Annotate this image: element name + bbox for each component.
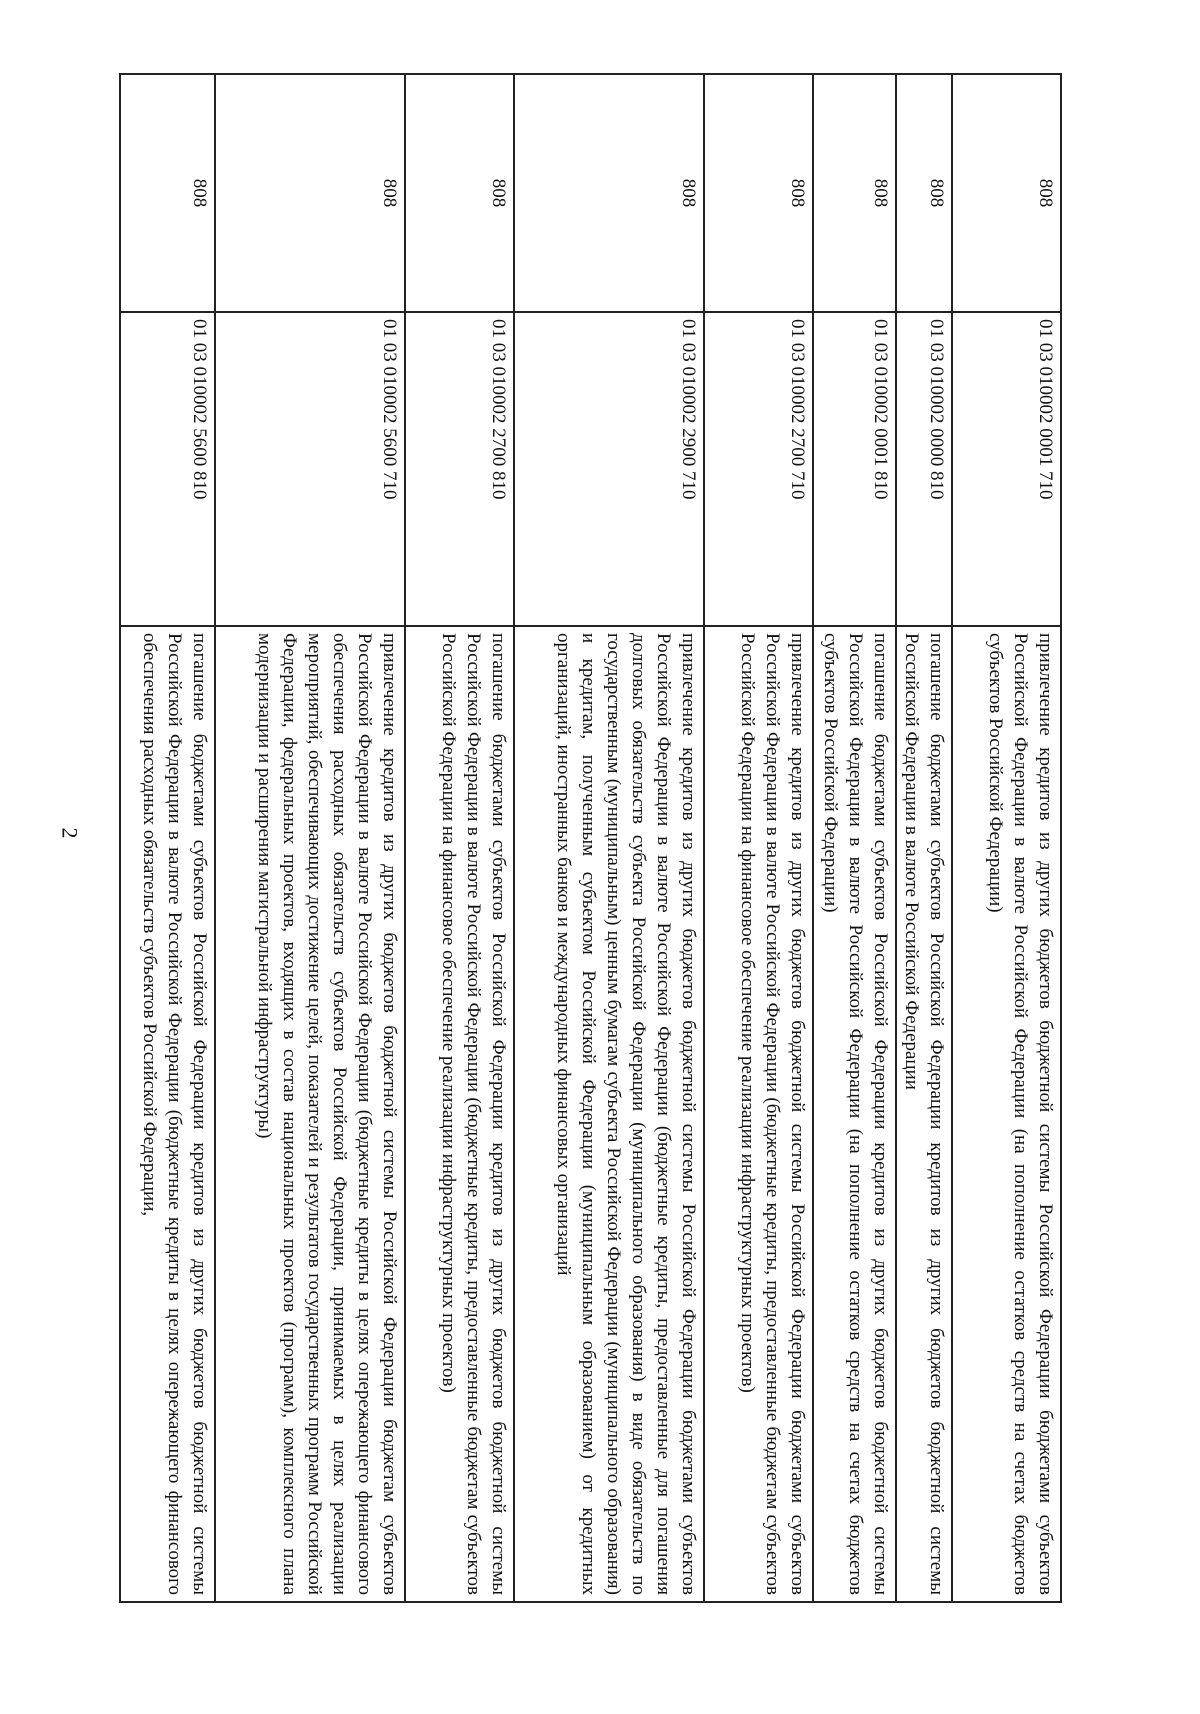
rotated-table-area bbox=[122, 73, 1062, 1603]
table-row bbox=[514, 74, 704, 1602]
table-row bbox=[405, 74, 514, 1602]
admin-code-cell: 808 bbox=[813, 74, 896, 312]
admin-code-cell: 808 bbox=[215, 74, 405, 312]
description-cell: привлечение кредитов из других бюджетов бюджетной системы Российской Федерации бюджетами субъектов Российской Федерации в валюте Российской Федерации (бюджетные кредиты, предоставленные для погашения долговых обязательств субъекта Российской Федерации (муниципального образования) в виде обязательств по государственным (муниципальным) ценным бумагам субъекта Российской Федерации (муниципального образования) и кредитам, полученным субъектом Российской Федерации (муниципальным образованием) от кредитных организаций, иностранных банков и международных финансовых организаций bbox=[514, 626, 704, 1602]
description-cell: погашение бюджетами субъектов Российской Федерации кредитов из других бюджетов бюджетной системы Российской Федерации в валюте Российской Федерации (бюджетные кредиты, предоставленные бюджетам субъектов Российской Федерации на финансовое обеспечение реализации инфраструктурных проектов) bbox=[405, 626, 514, 1602]
table-row bbox=[952, 74, 1061, 1602]
table-row bbox=[704, 74, 813, 1602]
description-cell: погашение бюджетами субъектов Российской Федерации кредитов из других бюджетов бюджетной системы Российской Федерации в валюте Российской Федерации (бюджетные кредиты в целях опережающего финансового обеспечения расходных обязательств субъектов Российской Федерации, bbox=[120, 626, 215, 1602]
description-cell: погашение бюджетами субъектов Российской Федерации кредитов из других бюджетов бюджетной системы Российской Федерации в валюте Российской Федерации bbox=[896, 626, 952, 1602]
description-cell: погашение бюджетами субъектов Российской Федерации кредитов из других бюджетов бюджетной системы Российской Федерации в валюте Российской Федерации (на пополнение остатков средств на счетах бюджетов субъектов Российской Федерации) bbox=[813, 626, 896, 1602]
kbk-cell: 01 03 010002 2700 710 bbox=[704, 312, 813, 626]
admin-code-cell: 808 bbox=[120, 74, 215, 312]
kbk-cell: 01 03 010002 0000 810 bbox=[896, 312, 952, 626]
admin-code-cell: 808 bbox=[405, 74, 514, 312]
table-row bbox=[896, 74, 952, 1602]
kbk-cell: 01 03 010002 0001 710 bbox=[952, 312, 1061, 626]
description-cell: привлечение кредитов из других бюджетов бюджетной системы Российской Федерации бюджетами субъектов Российской Федерации в валюте Российской Федерации (бюджетные кредиты, предоставленные бюджетам субъектов Российской Федерации на финансовое обеспечение реализации инфраструктурных проектов) bbox=[704, 626, 813, 1602]
table-row bbox=[215, 74, 405, 1602]
kbk-cell: 01 03 010002 5600 810 bbox=[120, 312, 215, 626]
description-cell: привлечение кредитов из других бюджетов бюджетной системы Российской Федерации бюджетами субъектов Российской Федерации в валюте Российской Федерации (на пополнение остатков средств на счетах бюджетов субъектов Российской Федерации) bbox=[952, 626, 1061, 1602]
admin-code-cell: 808 bbox=[704, 74, 813, 312]
table-row bbox=[813, 74, 896, 1602]
kbk-cell: 01 03 010002 5600 710 bbox=[215, 312, 405, 626]
page-number: 2 bbox=[57, 827, 83, 839]
table-row bbox=[120, 74, 215, 1602]
budget-codes-table bbox=[119, 73, 1062, 1603]
admin-code-cell: 808 bbox=[896, 74, 952, 312]
kbk-cell: 01 03 010002 0001 810 bbox=[813, 312, 896, 626]
description-cell: привлечение кредитов из других бюджетов бюджетной системы Российской Федерации бюджетам субъектов Российской Федерации в валюте Российской Федерации (бюджетные кредиты в целях опережающего финансового обеспечения расходных обязательств субъектов Российской Федерации, принимаемых в целях реализации мероприятий, обеспечивающих достижение целей, показателей и результатов государственных программ Российской Федерации, федеральных проектов, входящих в состав национальных проектов (программ), комплексного плана модернизации и расширения магистральной инфраструктуры) bbox=[215, 626, 405, 1602]
admin-code-cell: 808 bbox=[514, 74, 704, 312]
kbk-cell: 01 03 010002 2700 810 bbox=[405, 312, 514, 626]
kbk-cell: 01 03 010002 2900 710 bbox=[514, 312, 704, 626]
admin-code-cell: 808 bbox=[952, 74, 1061, 312]
landscape-sheet bbox=[122, 73, 1062, 1603]
